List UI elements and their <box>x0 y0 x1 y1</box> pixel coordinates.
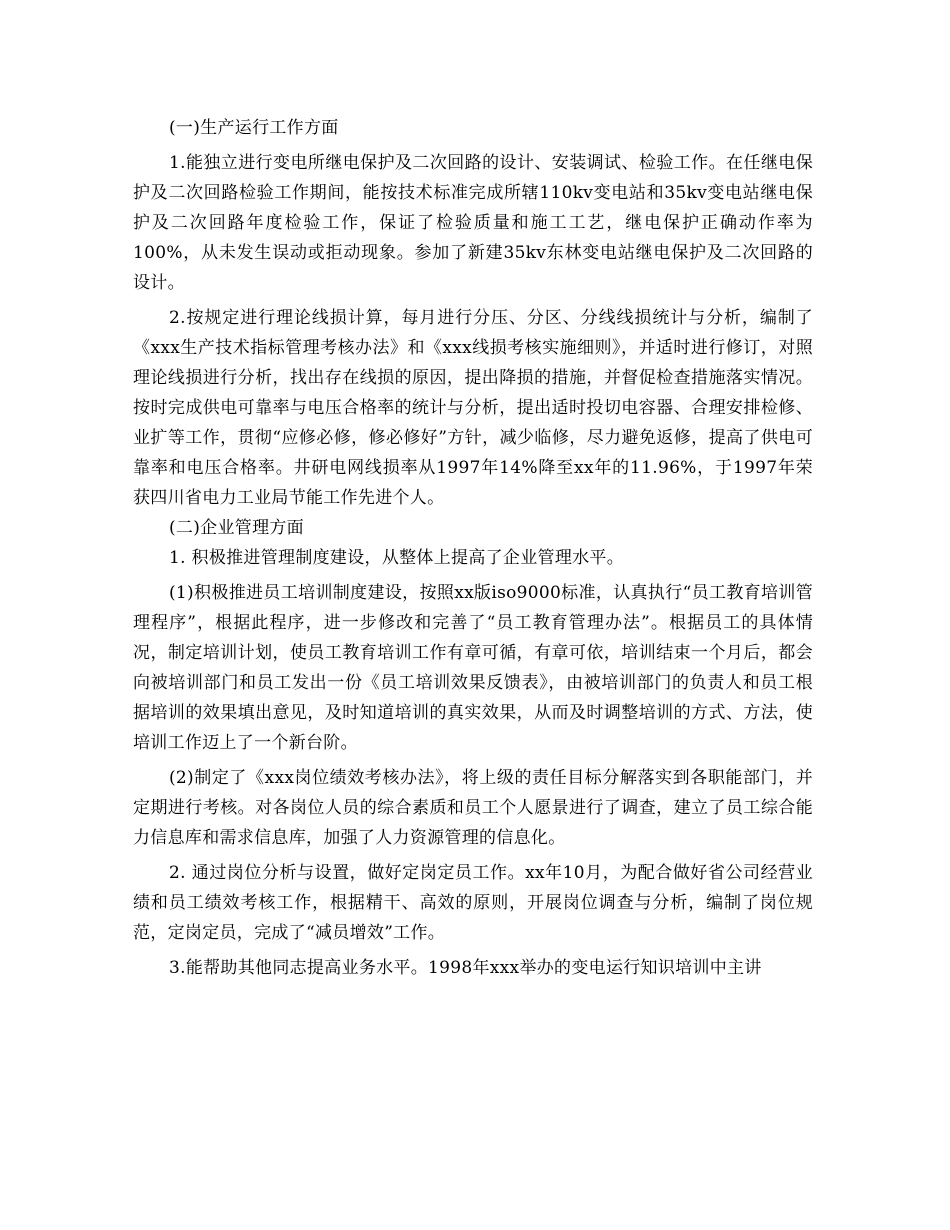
paragraph-management-system: 1. 积极推进管理制度建设，从整体上提高了企业管理水平。 <box>169 548 625 568</box>
paragraph-post-analysis: 2. 通过岗位分析与设置，做好定岗定员工作。xx年10月，为配合做好省公司经营业绩和员工绩效考核工作，根据精干、高效的原则，开展岗位调查与分析，编制了岗位规范，定岗定员，完成了“减员增效”工作。 <box>133 863 813 943</box>
paragraph-colleague-help: 3.能帮助其他同志提高业务水平。1998年xxx举办的变电运行知识培训中主讲 <box>169 958 762 978</box>
paragraph-line-loss: 2.按规定进行理论线损计算，每月进行分压、分区、分线线损统计与分析，编制了《xxx生产技术指标管理考核办法》和《xxx线损考核实施细则》，并适时进行修订，对照理论线损进行分析，找出存在线损的原因，提出降损的措施，并督促检查措施落实情况。按时完成供电可靠率与电压合格率的统计与分析，提出适时投切电容器、合理安排检修、业扩等工作，贯彻“应修必修，修必修好”方针，减少临修，尽力避免返修，提高了供电可靠率和电压合格率。井研电网线损率从1997年14%降至xx年的11.96%，于1997年荣获四川省电力工业局节能工作先进个人。 <box>133 308 813 508</box>
paragraph-relay-protection: 1.能独立进行变电所继电保护及二次回路的设计、安装调试、检验工作。在任继电保护及二次回路检验工作期间，能按技术标准完成所辖110kv变电站和35kv变电站继电保护及二次回路年度检验工作，保证了检验质量和施工工艺，继电保护正确动作率为100%，从未发生误动或拒动现象。参加了新建35kv东林变电站继电保护及二次回路的设计。 <box>133 153 813 293</box>
document-body <box>133 113 813 983</box>
paragraph-training-system: (1)积极推进员工培训制度建设，按照xx版iso9000标准，认真执行“员工教育培训管理程序”，根据此程序，进一步修改和完善了“员工教育管理办法”。根据员工的具体情况，制定培训计划，使员工教育培训工作有章可循，有章可依，培训结束一个月后，都会向被培训部门和员工发出一份《员工培训效果反馈表》，由被培训部门的负责人和员工根据培训的效果填出意见，及时知道培训的真实效果，从而及时调整培训的方式、方法，使培训工作迈上了一个新台阶。 <box>133 583 813 753</box>
paragraph-performance-assessment: (2)制定了《xxx岗位绩效考核办法》，将上级的责任目标分解落实到各职能部门，并定期进行考核。对各岗位人员的综合素质和员工个人愿景进行了调查，建立了员工综合能力信息库和需求信息库，加强了人力资源管理的信息化。 <box>133 768 813 848</box>
section-heading-management: (二)企业管理方面 <box>169 518 304 538</box>
section-heading-production: (一)生产运行工作方面 <box>169 118 339 138</box>
